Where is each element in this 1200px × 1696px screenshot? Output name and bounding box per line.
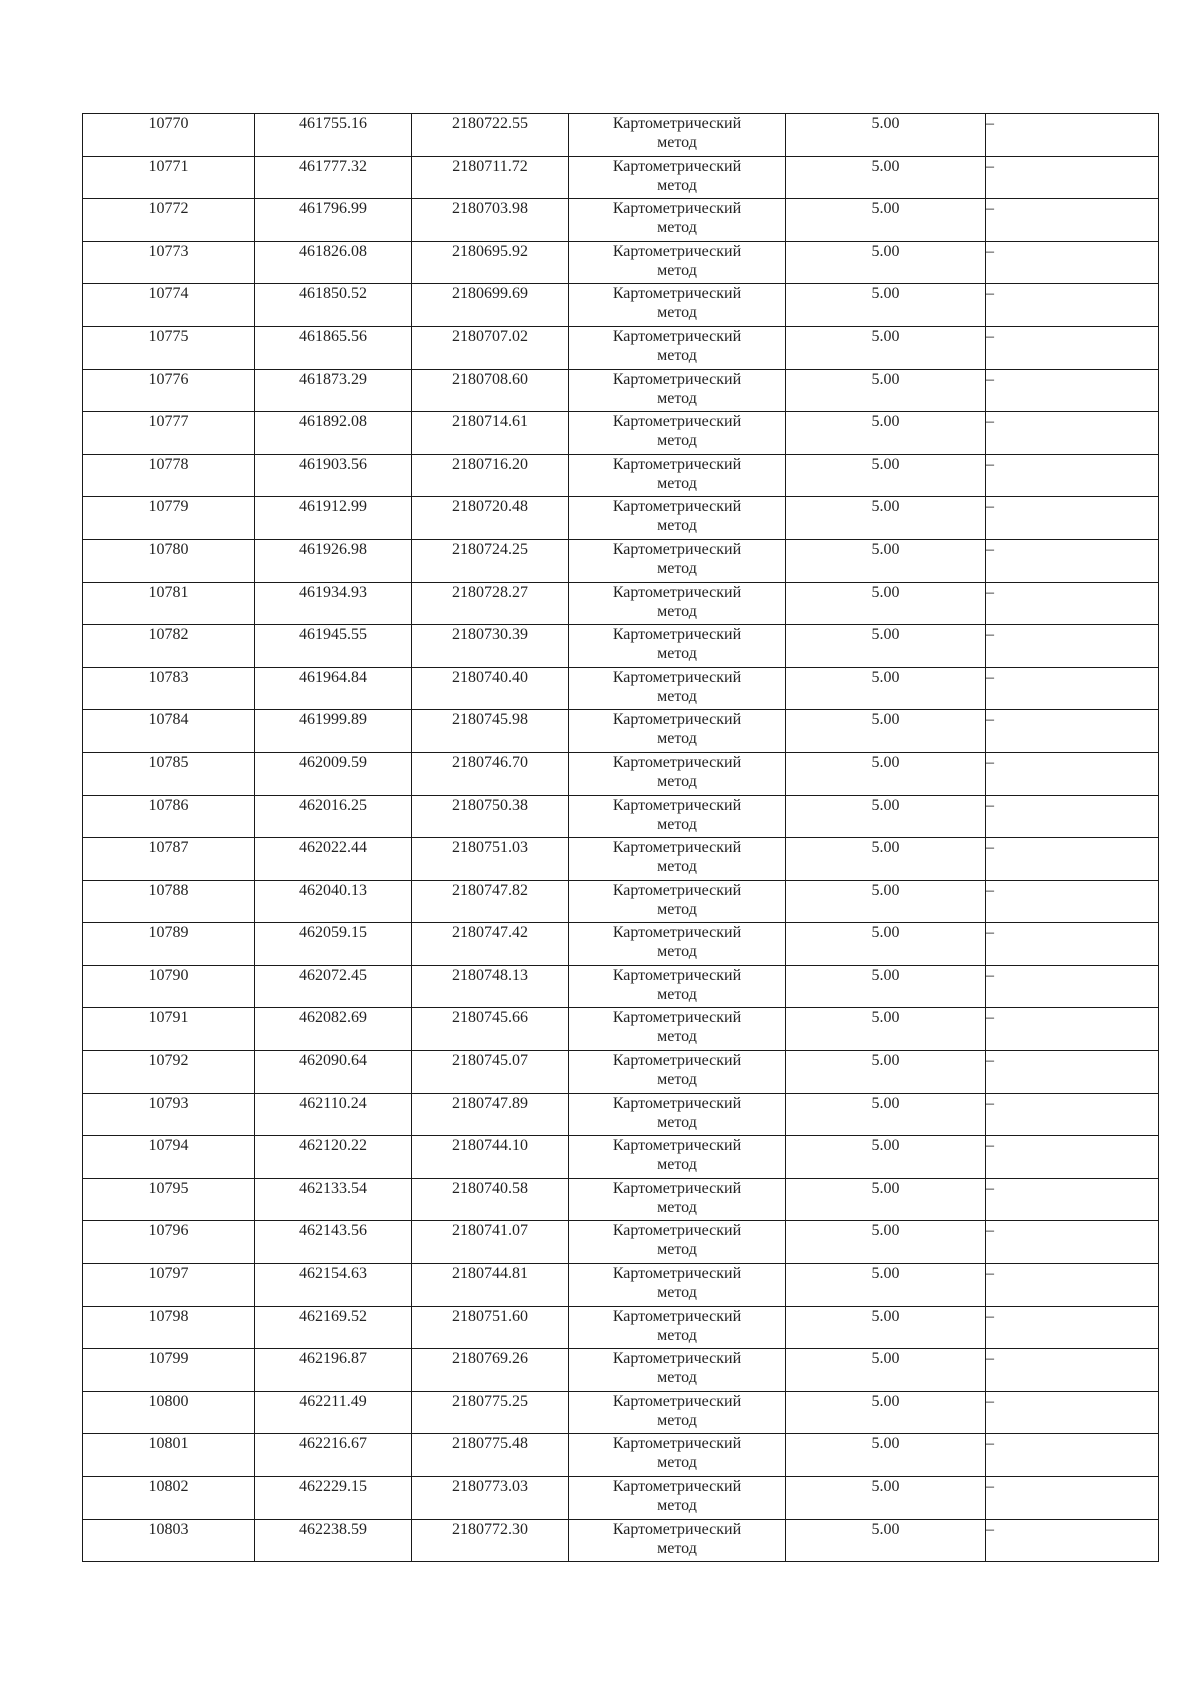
accuracy-cell: 5.00	[786, 1477, 986, 1520]
x-coordinate-cell: 462133.54	[255, 1178, 412, 1221]
method-text: Картометрический метод	[612, 327, 742, 364]
accuracy-cell: 5.00	[786, 1051, 986, 1094]
y-coordinate-cell: 2180751.60	[412, 1306, 569, 1349]
method-cell	[569, 965, 786, 1008]
method-cell	[569, 838, 786, 881]
description-cell: –	[986, 1391, 1159, 1434]
accuracy-cell: 5.00	[786, 582, 986, 625]
point-number-cell: 10786	[83, 795, 255, 838]
method-cell	[569, 284, 786, 327]
method-text: Картометрический метод	[612, 242, 742, 279]
x-coordinate-cell: 462211.49	[255, 1391, 412, 1434]
accuracy-cell: 5.00	[786, 1093, 986, 1136]
point-number-cell: 10794	[83, 1136, 255, 1179]
table-row	[83, 497, 1159, 540]
x-coordinate-cell: 462196.87	[255, 1349, 412, 1392]
description-cell: –	[986, 582, 1159, 625]
x-coordinate-cell: 462059.15	[255, 923, 412, 966]
x-coordinate-cell: 461934.93	[255, 582, 412, 625]
y-coordinate-cell: 2180703.98	[412, 199, 569, 242]
description-cell: –	[986, 667, 1159, 710]
x-coordinate-cell: 461912.99	[255, 497, 412, 540]
table-row	[83, 539, 1159, 582]
coordinates-table	[82, 113, 1159, 1562]
method-cell	[569, 795, 786, 838]
point-number-cell: 10774	[83, 284, 255, 327]
y-coordinate-cell: 2180751.03	[412, 838, 569, 881]
table-row	[83, 1391, 1159, 1434]
method-text: Картометрический метод	[612, 1179, 742, 1216]
method-text: Картометрический метод	[612, 753, 742, 790]
method-cell	[569, 369, 786, 412]
method-cell	[569, 1434, 786, 1477]
accuracy-cell: 5.00	[786, 795, 986, 838]
y-coordinate-cell: 2180695.92	[412, 241, 569, 284]
method-cell	[569, 1306, 786, 1349]
accuracy-cell: 5.00	[786, 1519, 986, 1562]
y-coordinate-cell: 2180773.03	[412, 1477, 569, 1520]
method-text: Картометрический метод	[612, 711, 742, 748]
point-number-cell: 10798	[83, 1306, 255, 1349]
description-cell: –	[986, 412, 1159, 455]
description-cell: –	[986, 1306, 1159, 1349]
accuracy-cell: 5.00	[786, 1178, 986, 1221]
table-row	[83, 1519, 1159, 1562]
x-coordinate-cell: 462120.22	[255, 1136, 412, 1179]
accuracy-cell: 5.00	[786, 838, 986, 881]
table-row	[83, 880, 1159, 923]
accuracy-cell: 5.00	[786, 284, 986, 327]
method-cell	[569, 1477, 786, 1520]
description-cell: –	[986, 880, 1159, 923]
accuracy-cell: 5.00	[786, 369, 986, 412]
x-coordinate-cell: 461826.08	[255, 241, 412, 284]
accuracy-cell: 5.00	[786, 752, 986, 795]
x-coordinate-cell: 461964.84	[255, 667, 412, 710]
method-cell	[569, 1008, 786, 1051]
method-cell	[569, 625, 786, 668]
table-row	[83, 412, 1159, 455]
description-cell: –	[986, 625, 1159, 668]
method-text: Картометрический метод	[612, 540, 742, 577]
y-coordinate-cell: 2180741.07	[412, 1221, 569, 1264]
point-number-cell: 10800	[83, 1391, 255, 1434]
point-number-cell: 10785	[83, 752, 255, 795]
x-coordinate-cell: 461755.16	[255, 114, 412, 157]
table-row	[83, 454, 1159, 497]
method-cell	[569, 667, 786, 710]
method-text: Картометрический метод	[612, 455, 742, 492]
point-number-cell: 10782	[83, 625, 255, 668]
point-number-cell: 10803	[83, 1519, 255, 1562]
description-cell: –	[986, 965, 1159, 1008]
method-cell	[569, 1051, 786, 1094]
description-cell: –	[986, 1434, 1159, 1477]
accuracy-cell: 5.00	[786, 1306, 986, 1349]
y-coordinate-cell: 2180711.72	[412, 156, 569, 199]
table-row	[83, 795, 1159, 838]
description-cell: –	[986, 241, 1159, 284]
table-row	[83, 1136, 1159, 1179]
method-text: Картометрический метод	[612, 1094, 742, 1131]
method-text: Картометрический метод	[612, 1265, 742, 1302]
accuracy-cell: 5.00	[786, 1136, 986, 1179]
description-cell: –	[986, 369, 1159, 412]
method-text: Картометрический метод	[612, 1307, 742, 1344]
point-number-cell: 10796	[83, 1221, 255, 1264]
x-coordinate-cell: 462169.52	[255, 1306, 412, 1349]
method-cell	[569, 752, 786, 795]
description-cell: –	[986, 1519, 1159, 1562]
method-cell	[569, 582, 786, 625]
method-cell	[569, 1136, 786, 1179]
x-coordinate-cell: 462082.69	[255, 1008, 412, 1051]
table-row	[83, 199, 1159, 242]
x-coordinate-cell: 461945.55	[255, 625, 412, 668]
method-text: Картометрический метод	[612, 583, 742, 620]
table-row	[83, 1221, 1159, 1264]
description-cell: –	[986, 1349, 1159, 1392]
table-row	[83, 1434, 1159, 1477]
x-coordinate-cell: 462016.25	[255, 795, 412, 838]
table-row	[83, 326, 1159, 369]
table-row	[83, 1264, 1159, 1307]
description-cell: –	[986, 1178, 1159, 1221]
method-text: Картометрический метод	[612, 1478, 742, 1514]
x-coordinate-cell: 461892.08	[255, 412, 412, 455]
y-coordinate-cell: 2180745.66	[412, 1008, 569, 1051]
x-coordinate-cell: 461926.98	[255, 539, 412, 582]
accuracy-cell: 5.00	[786, 1008, 986, 1051]
description-cell: –	[986, 539, 1159, 582]
y-coordinate-cell: 2180707.02	[412, 326, 569, 369]
description-cell: –	[986, 454, 1159, 497]
table-row	[83, 1008, 1159, 1051]
description-cell: –	[986, 1093, 1159, 1136]
method-cell	[569, 1264, 786, 1307]
description-cell: –	[986, 326, 1159, 369]
method-text: Картометрический метод	[612, 796, 742, 833]
accuracy-cell: 5.00	[786, 1434, 986, 1477]
point-number-cell: 10801	[83, 1434, 255, 1477]
y-coordinate-cell: 2180722.55	[412, 114, 569, 157]
point-number-cell: 10783	[83, 667, 255, 710]
coordinates-table-body	[83, 114, 1159, 1562]
accuracy-cell: 5.00	[786, 1264, 986, 1307]
accuracy-cell: 5.00	[786, 1391, 986, 1434]
x-coordinate-cell: 462216.67	[255, 1434, 412, 1477]
table-row	[83, 965, 1159, 1008]
method-cell	[569, 1221, 786, 1264]
method-text: Картометрический метод	[612, 1137, 742, 1174]
y-coordinate-cell: 2180730.39	[412, 625, 569, 668]
accuracy-cell: 5.00	[786, 539, 986, 582]
point-number-cell: 10790	[83, 965, 255, 1008]
method-text: Картометрический метод	[612, 1009, 742, 1046]
method-text: Картометрический метод	[612, 881, 742, 918]
table-row	[83, 1051, 1159, 1094]
x-coordinate-cell: 461999.89	[255, 710, 412, 753]
y-coordinate-cell: 2180772.30	[412, 1519, 569, 1562]
method-cell	[569, 454, 786, 497]
x-coordinate-cell: 462009.59	[255, 752, 412, 795]
table-row	[83, 625, 1159, 668]
method-text: Картометрический метод	[612, 626, 742, 663]
description-cell: –	[986, 710, 1159, 753]
x-coordinate-cell: 462040.13	[255, 880, 412, 923]
method-cell	[569, 1391, 786, 1434]
method-cell	[569, 1093, 786, 1136]
x-coordinate-cell: 461865.56	[255, 326, 412, 369]
y-coordinate-cell: 2180744.10	[412, 1136, 569, 1179]
method-cell	[569, 1349, 786, 1392]
point-number-cell: 10773	[83, 241, 255, 284]
y-coordinate-cell: 2180740.40	[412, 667, 569, 710]
y-coordinate-cell: 2180748.13	[412, 965, 569, 1008]
method-cell	[569, 199, 786, 242]
x-coordinate-cell: 461873.29	[255, 369, 412, 412]
point-number-cell: 10795	[83, 1178, 255, 1221]
point-number-cell: 10789	[83, 923, 255, 966]
y-coordinate-cell: 2180769.26	[412, 1349, 569, 1392]
description-cell: –	[986, 1136, 1159, 1179]
accuracy-cell: 5.00	[786, 923, 986, 966]
point-number-cell: 10797	[83, 1264, 255, 1307]
method-text: Картометрический метод	[612, 924, 742, 961]
method-text: Картометрический метод	[612, 413, 742, 450]
table-row	[83, 1349, 1159, 1392]
x-coordinate-cell: 462143.56	[255, 1221, 412, 1264]
method-text: Картометрический метод	[612, 157, 742, 194]
table-row	[83, 923, 1159, 966]
point-number-cell: 10780	[83, 539, 255, 582]
point-number-cell: 10775	[83, 326, 255, 369]
table-row	[83, 710, 1159, 753]
x-coordinate-cell: 461903.56	[255, 454, 412, 497]
method-text: Картометрический метод	[612, 1392, 742, 1429]
accuracy-cell: 5.00	[786, 454, 986, 497]
accuracy-cell: 5.00	[786, 965, 986, 1008]
description-cell: –	[986, 497, 1159, 540]
accuracy-cell: 5.00	[786, 497, 986, 540]
description-cell: –	[986, 795, 1159, 838]
method-cell	[569, 539, 786, 582]
y-coordinate-cell: 2180745.07	[412, 1051, 569, 1094]
accuracy-cell: 5.00	[786, 412, 986, 455]
y-coordinate-cell: 2180740.58	[412, 1178, 569, 1221]
y-coordinate-cell: 2180708.60	[412, 369, 569, 412]
method-text: Картометрический метод	[612, 1052, 742, 1089]
description-cell: –	[986, 1221, 1159, 1264]
y-coordinate-cell: 2180714.61	[412, 412, 569, 455]
description-cell: –	[986, 199, 1159, 242]
method-cell	[569, 241, 786, 284]
point-number-cell: 10777	[83, 412, 255, 455]
accuracy-cell: 5.00	[786, 241, 986, 284]
table-row	[83, 752, 1159, 795]
y-coordinate-cell: 2180744.81	[412, 1264, 569, 1307]
table-row	[83, 582, 1159, 625]
point-number-cell: 10778	[83, 454, 255, 497]
method-cell	[569, 156, 786, 199]
accuracy-cell: 5.00	[786, 710, 986, 753]
y-coordinate-cell: 2180775.25	[412, 1391, 569, 1434]
table-row	[83, 241, 1159, 284]
method-text: Картометрический метод	[612, 1435, 742, 1472]
table-row	[83, 284, 1159, 327]
x-coordinate-cell: 462154.63	[255, 1264, 412, 1307]
method-cell	[569, 1178, 786, 1221]
y-coordinate-cell: 2180747.89	[412, 1093, 569, 1136]
point-number-cell: 10776	[83, 369, 255, 412]
y-coordinate-cell: 2180746.70	[412, 752, 569, 795]
method-text: Картометрический метод	[612, 115, 742, 151]
table-row	[83, 1477, 1159, 1520]
table-row	[83, 838, 1159, 881]
table-row	[83, 369, 1159, 412]
x-coordinate-cell: 462090.64	[255, 1051, 412, 1094]
table-row	[83, 1306, 1159, 1349]
method-cell	[569, 114, 786, 157]
method-text: Картометрический метод	[612, 1222, 742, 1259]
description-cell: –	[986, 1008, 1159, 1051]
point-number-cell: 10779	[83, 497, 255, 540]
point-number-cell: 10770	[83, 114, 255, 157]
x-coordinate-cell: 461796.99	[255, 199, 412, 242]
method-cell	[569, 1519, 786, 1562]
y-coordinate-cell: 2180775.48	[412, 1434, 569, 1477]
method-text: Картометрический метод	[612, 498, 742, 535]
point-number-cell: 10784	[83, 710, 255, 753]
method-cell	[569, 412, 786, 455]
accuracy-cell: 5.00	[786, 156, 986, 199]
y-coordinate-cell: 2180750.38	[412, 795, 569, 838]
point-number-cell: 10772	[83, 199, 255, 242]
description-cell: –	[986, 1477, 1159, 1520]
method-text: Картометрический метод	[612, 1520, 742, 1557]
method-cell	[569, 326, 786, 369]
y-coordinate-cell: 2180728.27	[412, 582, 569, 625]
accuracy-cell: 5.00	[786, 1221, 986, 1264]
table-row	[83, 114, 1159, 157]
description-cell: –	[986, 1264, 1159, 1307]
accuracy-cell: 5.00	[786, 114, 986, 157]
x-coordinate-cell: 462238.59	[255, 1519, 412, 1562]
point-number-cell: 10787	[83, 838, 255, 881]
method-text: Картометрический метод	[612, 966, 742, 1003]
y-coordinate-cell: 2180745.98	[412, 710, 569, 753]
point-number-cell: 10792	[83, 1051, 255, 1094]
point-number-cell: 10771	[83, 156, 255, 199]
point-number-cell: 10781	[83, 582, 255, 625]
accuracy-cell: 5.00	[786, 1349, 986, 1392]
method-text: Картометрический метод	[612, 668, 742, 705]
x-coordinate-cell: 462110.24	[255, 1093, 412, 1136]
y-coordinate-cell: 2180720.48	[412, 497, 569, 540]
x-coordinate-cell: 462229.15	[255, 1477, 412, 1520]
accuracy-cell: 5.00	[786, 667, 986, 710]
accuracy-cell: 5.00	[786, 880, 986, 923]
accuracy-cell: 5.00	[786, 625, 986, 668]
description-cell: –	[986, 114, 1159, 157]
table-row	[83, 1093, 1159, 1136]
point-number-cell: 10791	[83, 1008, 255, 1051]
point-number-cell: 10793	[83, 1093, 255, 1136]
description-cell: –	[986, 156, 1159, 199]
table-row	[83, 156, 1159, 199]
x-coordinate-cell: 462072.45	[255, 965, 412, 1008]
description-cell: –	[986, 838, 1159, 881]
y-coordinate-cell: 2180747.82	[412, 880, 569, 923]
method-cell	[569, 880, 786, 923]
method-text: Картометрический метод	[612, 839, 742, 876]
method-text: Картометрический метод	[612, 285, 742, 322]
y-coordinate-cell: 2180699.69	[412, 284, 569, 327]
x-coordinate-cell: 462022.44	[255, 838, 412, 881]
method-text: Картометрический метод	[612, 200, 742, 237]
accuracy-cell: 5.00	[786, 326, 986, 369]
accuracy-cell: 5.00	[786, 199, 986, 242]
y-coordinate-cell: 2180747.42	[412, 923, 569, 966]
method-text: Картометрический метод	[612, 370, 742, 407]
method-text: Картометрический метод	[612, 1350, 742, 1387]
point-number-cell: 10788	[83, 880, 255, 923]
y-coordinate-cell: 2180724.25	[412, 539, 569, 582]
description-cell: –	[986, 752, 1159, 795]
description-cell: –	[986, 284, 1159, 327]
method-cell	[569, 923, 786, 966]
table-row	[83, 1178, 1159, 1221]
table-row	[83, 667, 1159, 710]
point-number-cell: 10802	[83, 1477, 255, 1520]
method-cell	[569, 710, 786, 753]
method-cell	[569, 497, 786, 540]
x-coordinate-cell: 461777.32	[255, 156, 412, 199]
point-number-cell: 10799	[83, 1349, 255, 1392]
y-coordinate-cell: 2180716.20	[412, 454, 569, 497]
description-cell: –	[986, 923, 1159, 966]
description-cell: –	[986, 1051, 1159, 1094]
x-coordinate-cell: 461850.52	[255, 284, 412, 327]
